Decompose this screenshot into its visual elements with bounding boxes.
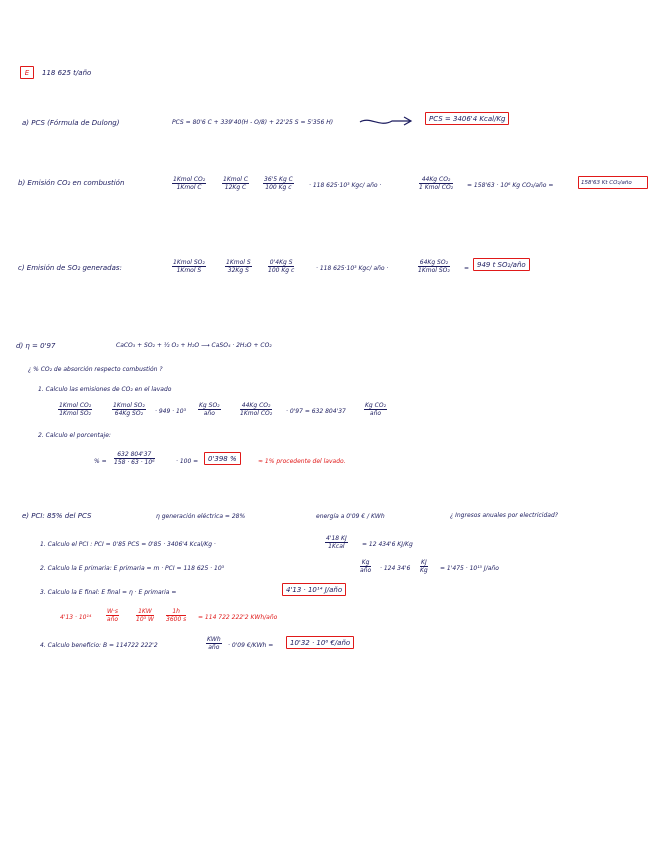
part-e-step-1-fraction: 4'18 KJ 1Kcal [326,535,347,550]
part-e-step-2: 2. Calculo la E primaria: E primaria = m · PCI = 118 625 · 10³ [40,565,225,572]
part-d-reaction: CaCO₃ + SO₂ + ½ O₂ + H₂O ⟶ CaSO₄ · 2H₂O + CO₂ [116,342,272,349]
part-c-fraction-3: $\frac{\text{0'4Kg S}}{\text{100 Kg c}}$ [268,259,295,274]
part-e-step-1: 1. Calculo el PCI : PCI = 0'85 PCS = 0'85 · 3406'4 Kcal/Kg · [40,541,216,548]
part-e-step-1-result: = 12 434'6 KJ/Kg [362,541,413,548]
part-b-label: b) Emisión CO₂ en combustión [18,179,125,187]
part-e-question: ¿ Ingresos anuales por electricidad? [450,512,558,519]
part-e-conversion-value: 4'13 · 10¹⁴ [60,614,92,621]
part-d-step-2: 2. Calculo el porcentaje: [38,432,111,439]
part-c-result: 949 t SO₂/año [473,258,530,271]
part-c-fraction-4: 64Kg SO₂ 1Kmol SO₂ [418,259,450,274]
part-b-fraction-3: $\frac{\text{36'5 Kg C}}{\text{100 Kg c}}$ [264,176,293,191]
part-d-percent-note: ≈ 1% procedente del lavado. [258,458,346,465]
part-e-conversion-fraction-3: $\frac{1h}{3600 s}$ [166,608,187,623]
part-a-formula: PCS = 80'6 C + 339'40(H - O/8) + 22'25 S = 5'356 H) [172,119,334,126]
part-b-equals: = 158'63 · 10⁶ Kg CO₂/año = [467,182,554,189]
part-e-step-2-pci: · 124 34'6 [380,565,411,572]
part-c-fraction-1: 1Kmol SO₂ 1Kmol S [173,259,205,274]
part-e-step-2-result: = 1'475 · 10¹⁵ J/año [440,565,499,572]
part-c-equals: = [464,265,470,272]
part-d-question: ¿ % CO₂ de absorción respecto combustión ? [28,366,163,373]
part-c-fraction-2: 1Kmol S 32Kg S [226,259,251,274]
part-e-step-2-fraction-1: Kg año [360,559,372,574]
part-d-step-1: 1. Calculo las emisiones de CO₂ en el lavado [38,386,172,393]
part-e-conversion-result: = 114 722 222'2 KWh/año [198,614,278,621]
part-b-fraction-1: 1Kmol CO₂ 1Kmol C [173,176,206,191]
part-e-conversion-fraction-2: $\frac{1KW}{\text{10³ W}}$ [136,608,154,623]
part-e-step-3: 3. Calculo la E final: E final = η · E primaria = [40,589,177,596]
part-d-co2-result: · 0'97 = 632 804'37 [286,408,346,415]
part-e-step-3-result: 4'13 · 10¹⁴ J/año [282,583,346,596]
part-d-fraction-2: 1Kmol SO₂ 64Kg SO₂ [113,402,145,417]
part-b-fraction-2: 1Kmol C 12Kg C [223,176,249,191]
part-c-label: c) Emisión de SO₂ generadas: [18,264,122,272]
part-e-label: e) PCI: 85% del PCS [22,512,92,520]
part-d-percent-multiply: · 100 = [176,458,199,465]
part-e-efficiency: η generación eléctrica = 28% [156,513,246,520]
part-d-percent-lhs: % = [94,458,107,465]
part-e-conversion-fraction-1: W·s año [106,608,119,623]
part-d-fraction-3: Kg SO₂ año [199,402,220,417]
part-d-label: d) η = 0'97 [16,342,56,350]
part-d-fraction-1: 1Kmol CO₂ 1Kmol SO₂ [59,402,92,417]
part-d-mass: · 949 · 10³ [155,408,187,415]
exercise-data: 118 625 t/año [42,69,92,77]
part-b-mass-rate: · 118 625·10³ Kgc/ año · [309,182,382,189]
part-c-mass-rate: · 118 625·10³ Kgc/ año · [316,265,389,272]
part-e-step-4: 4. Calculo beneficio: B = 114722 222'2 [40,642,158,649]
part-b-fraction-4: 44Kg CO₂ 1 Kmol CO₂ [419,176,454,191]
part-d-percent-result: 0'398 % [204,452,241,465]
exercise-number-badge: E [20,66,34,79]
part-e-step-4-fraction: KWh año [207,636,221,651]
part-a-label: a) PCS (Fórmula de Dulong) [22,119,120,127]
part-d-percent-fraction: $\frac{632 804'37}{\text{158 · 63 · 10⁶}}$ [114,451,155,466]
part-e-price: energía a 0'09 € / KWh [316,513,385,520]
part-b-result: 158'63 Kt CO₂/año [578,176,648,189]
part-d-fraction-5: Kg CO₂ año [365,402,386,417]
part-a-result: PCS = 3406'4 Kcal/Kg [425,112,509,125]
part-e-step-4-result: 10'32 · 10⁶ €/año [286,636,354,649]
part-e-step-4-price: · 0'09 €/KWh = [228,642,274,649]
part-d-fraction-4: 44Kg CO₂ 1Kmol CO₂ [240,402,273,417]
part-e-step-2-fraction-2: $\frac{KJ}{Kg}$ [420,559,428,574]
